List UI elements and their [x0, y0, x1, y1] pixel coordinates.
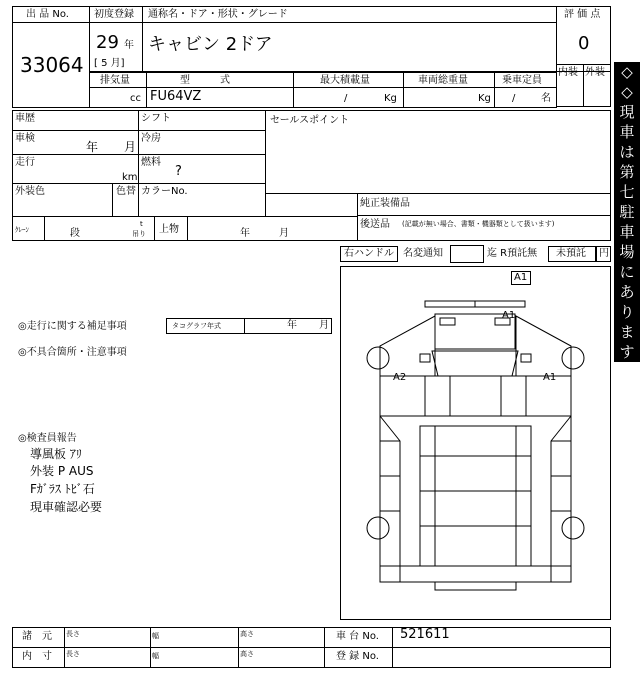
first-reg-year-unit: 年 — [124, 40, 134, 51]
gross-kg: Kg — [478, 93, 491, 104]
sales-point-label: セールスポイント — [270, 115, 350, 126]
defects-label: ◎不具合箇所・注意事項 — [18, 347, 127, 358]
lot-number: 33064 — [20, 53, 84, 77]
exterior-label: 外装 — [585, 67, 605, 78]
loading-label: 上物 — [159, 224, 179, 235]
lot-label: 出 品 No. — [26, 9, 69, 20]
dims-length: 長さ — [66, 630, 80, 638]
max-load-slash: / — [344, 93, 348, 104]
shift-label: シフト — [141, 113, 171, 124]
first-reg-label: 初度登録 — [94, 9, 134, 20]
displacement-label: 排気量 — [100, 75, 130, 86]
max-load-label: 最大積載量 — [320, 75, 370, 86]
first-reg-year: 29 — [96, 32, 119, 53]
side-note: ◇ ◇ 現 車 は 第 七 駐 車 場 に あ り ま す ◇ ◇ — [614, 62, 640, 362]
crane-label: ｸﾚｰﾝ — [15, 226, 29, 234]
interior-label: 内装 — [558, 67, 578, 78]
score-subgrid — [556, 64, 611, 107]
first-reg-month: [ 5 月] — [94, 58, 125, 69]
gross-weight-label: 車両総重量 — [418, 75, 468, 86]
rear-seat-label: 後送品 — [360, 219, 390, 230]
damage-a1-right: A1 — [543, 372, 557, 383]
driving-notes-label: ◎走行に関する補足事項 — [18, 321, 127, 332]
inspection-month-unit: 月 — [124, 140, 137, 154]
color-no-label: カラーNo. — [141, 186, 188, 197]
inspector-line-1: 導風板 ｱﾘ — [30, 447, 82, 461]
km-unit: km — [122, 172, 138, 183]
truck-diagram — [340, 266, 611, 620]
history-label: 車歴 — [15, 113, 35, 124]
inner-label: 内 寸 — [22, 651, 52, 662]
model-label: 型 式 — [180, 75, 230, 86]
name-change-label: 名変通知 — [403, 248, 443, 259]
capacity-slash: / — [512, 93, 516, 104]
mileage-label: 走行 — [15, 157, 35, 168]
damage-a1-mid: A1 — [502, 310, 516, 321]
right-handle: 右ハンドル — [344, 248, 394, 259]
damage-a2-left: A2 — [393, 372, 407, 383]
capacity-label: 乗車定員 — [502, 75, 542, 86]
cc-unit: cc — [130, 93, 141, 104]
dims-height: 高さ — [240, 630, 254, 638]
inspection-label: 車検 — [15, 133, 35, 144]
chassis-number: 521611 — [400, 627, 450, 642]
loading-year: 年 — [240, 228, 250, 239]
inspection-year-unit: 年 — [86, 140, 99, 154]
ac-label: 冷房 — [141, 133, 161, 144]
inner-length: 長さ — [66, 650, 80, 658]
car-name: キャビン 2ドア — [148, 34, 273, 55]
crane-suspend: 吊り — [132, 230, 146, 238]
chassis-label: 車 台 No. — [336, 631, 379, 642]
tacho-year: 年 — [287, 320, 297, 331]
name-label: 通称名・ドア・形状・グレード — [148, 9, 288, 20]
fuel-value: ? — [175, 164, 182, 179]
score-value: 0 — [578, 33, 590, 54]
inspector-label: ◎検査員報告 — [18, 433, 77, 444]
rear-note: (記載が無い場合、書類・機器類として扱います) — [402, 220, 555, 228]
r-fee-label: 迄 R預託無 — [487, 248, 538, 259]
crane-stage: 段 — [70, 228, 80, 239]
fuel-label: 燃料 — [141, 157, 161, 168]
std-equipment-label: 純正装備品 — [360, 198, 410, 209]
loading-month: 月 — [279, 228, 289, 239]
dims-label: 諸 元 — [22, 631, 52, 642]
reg-label: 登 録 No. — [336, 651, 379, 662]
color-change-label: 色替 — [116, 186, 136, 197]
capacity-person: 名 — [541, 93, 551, 104]
max-load-kg: Kg — [384, 93, 397, 104]
name-change-box — [450, 245, 484, 263]
tacho-label: タコグラフ年式 — [172, 322, 221, 330]
inspector-line-2: 外装 P AUS — [30, 464, 94, 478]
inner-height: 高さ — [240, 650, 254, 658]
inner-width: 幅 — [152, 652, 159, 660]
crane-t: t — [140, 220, 143, 228]
dims-width: 幅 — [152, 632, 159, 640]
model-code: FU64VZ — [150, 89, 202, 104]
yen-label: 円 — [599, 248, 609, 259]
inspector-line-3: Fｶﾞﾗｽ ﾄﾋﾞ石 — [30, 482, 95, 496]
score-label: 評 価 点 — [564, 9, 601, 20]
ext-color-label: 外装色 — [15, 186, 45, 197]
inspector-line-4: 現車確認必要 — [30, 500, 103, 514]
unpaid-label: 未預託 — [556, 248, 586, 259]
tacho-month: 月 — [319, 320, 329, 331]
damage-a1-top: A1 — [514, 272, 528, 283]
